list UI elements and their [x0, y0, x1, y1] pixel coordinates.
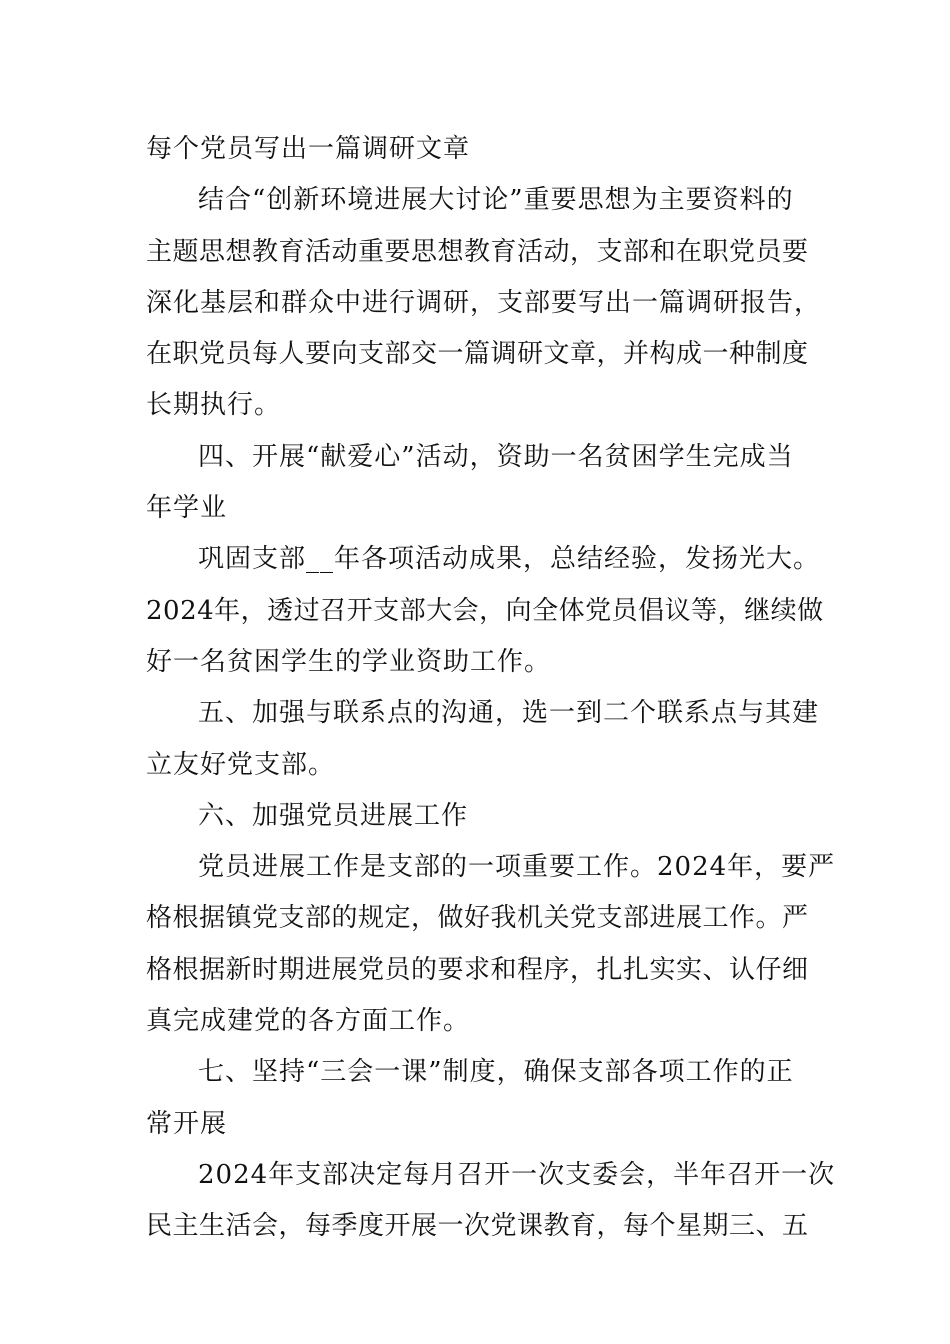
section-heading: 四、开展“献爱心”活动，资助一名贫困学生完成当	[198, 441, 794, 472]
text-line: 巩固支部__年各项活动成果，总结经验，发扬光大。	[198, 544, 821, 575]
text-line: 长期执行。	[146, 390, 282, 421]
text-line: 结合“创新环境进展大讨论”重要思想为主要资料的	[198, 185, 794, 216]
text-line: 好一名贫困学生的学业资助工作。	[146, 646, 552, 677]
section-heading-continuation: 年学业	[146, 493, 228, 524]
text-line: 2024年支部决定每月召开一次支委会，半年召开一次	[198, 1159, 836, 1190]
text-line: 深化基层和群众中进行调研，支部要写出一篇调研报告，	[146, 287, 822, 318]
text-line: 格根据镇党支部的规定，做好我机关党支部进展工作。严	[146, 903, 809, 934]
section-heading-continuation: 立友好党支部。	[146, 749, 336, 780]
text-line: 在职党员每人要向支部交一篇调研文章，并构成一种制度	[146, 339, 809, 370]
text-line: 党员进展工作是支部的一项重要工作。2024年，要严	[198, 852, 836, 883]
text-line: 2024年，透过召开支部大会，向全体党员倡议等，继续做	[146, 595, 824, 626]
text-line: 民主生活会，每季度开展一次党课教育，每个星期三、五	[146, 1211, 809, 1242]
text-line: 主题思想教育活动重要思想教育活动，支部和在职党员要	[146, 236, 809, 267]
section-heading: 五、加强与联系点的沟通，选一到二个联系点与其建	[198, 698, 820, 729]
text-line: 每个党员写出一篇调研文章	[146, 134, 471, 164]
section-heading: 六、加强党员进展工作	[198, 800, 469, 831]
section-heading: 七、坚持“三会一课”制度，确保支部各项工作的正	[198, 1057, 794, 1088]
text-line: 格根据新时期进展党员的要求和程序，扎扎实实、认仔细	[146, 954, 809, 985]
document-body	[146, 127, 836, 1256]
text-line: 真完成建党的各方面工作。	[146, 1006, 471, 1037]
section-heading-continuation: 常开展	[146, 1108, 228, 1139]
